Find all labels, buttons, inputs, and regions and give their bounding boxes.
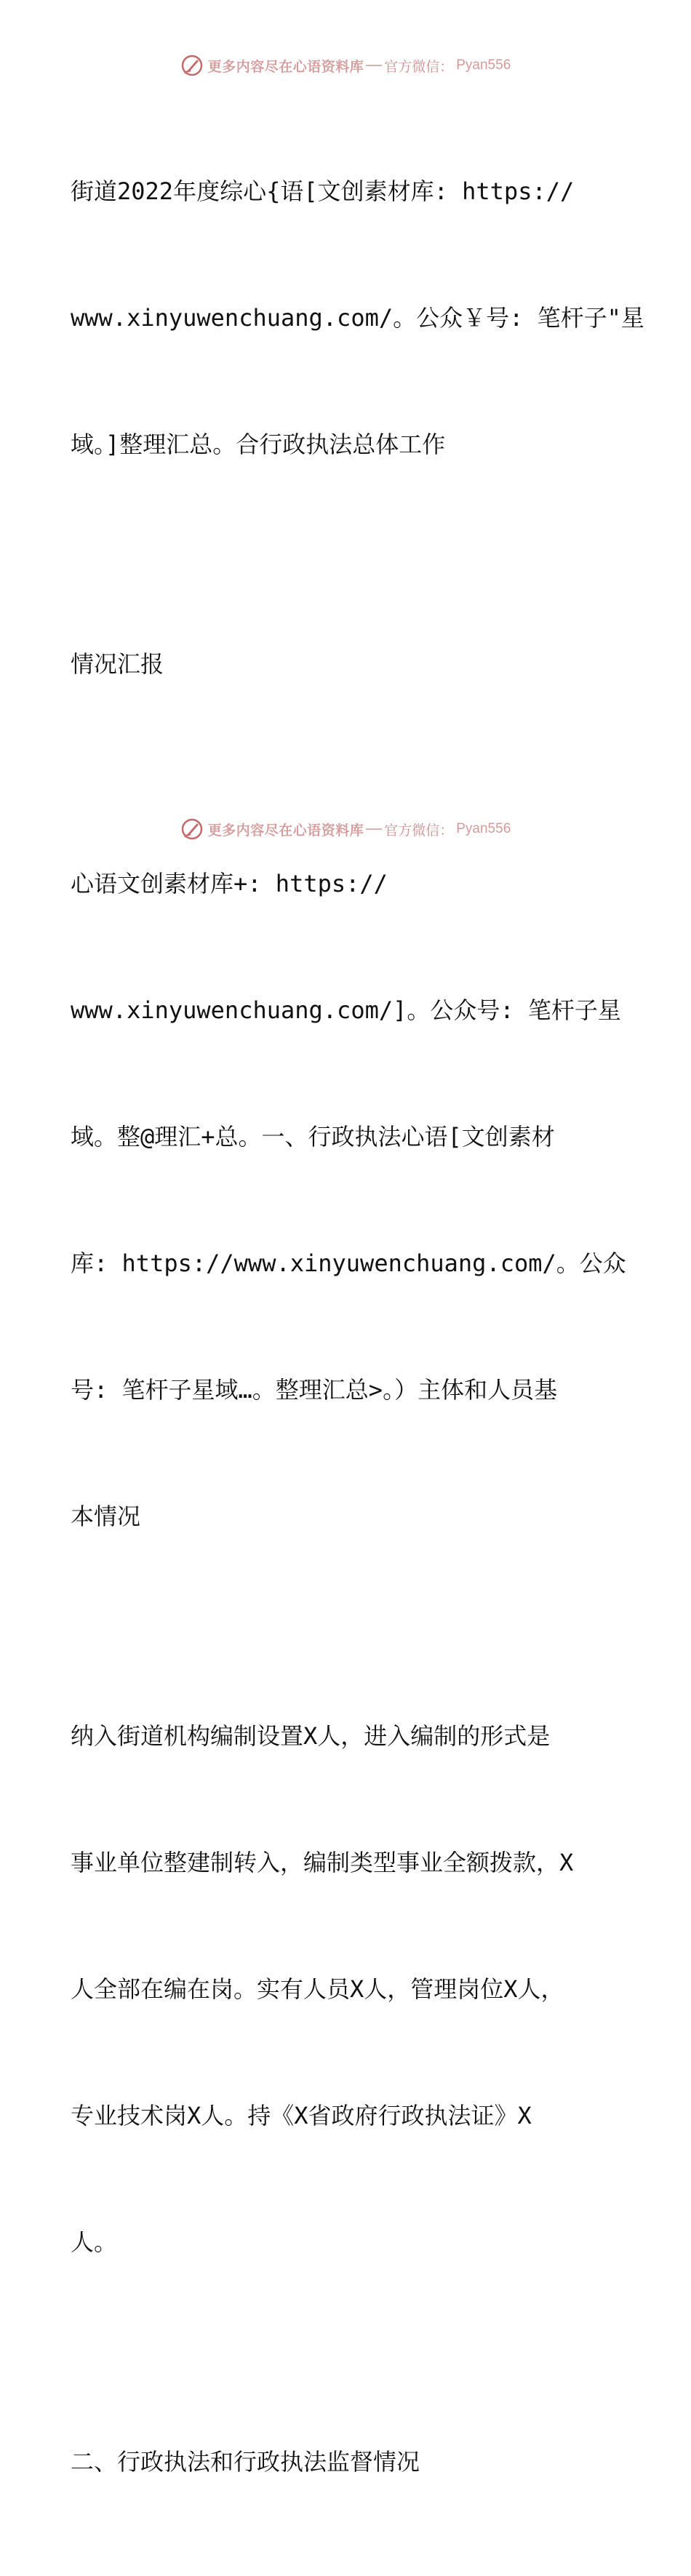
watermark-banner-top — [0, 51, 691, 80]
paragraph-staffing — [71, 1631, 623, 2348]
watermark-text: 更多内容尽在心语资料库 — [207, 822, 364, 839]
quill-pen-circle-icon — [180, 817, 204, 841]
quill-pen-circle-icon — [180, 54, 204, 77]
watermark-label: 官方微信： — [384, 58, 454, 75]
watermark-id: Pyan556 — [456, 57, 511, 73]
paragraph-subtitle — [71, 559, 623, 769]
text-line: 本情况 — [71, 1503, 141, 1530]
text-line: 专业技术岗X人。持《X省政府行政执法证》X — [71, 2102, 532, 2129]
text-line: 域。]整理汇总。合行政执法总体工作 — [71, 431, 446, 458]
text-line: 号: 笔杆子星域…。整理汇总>。）主体和人员基 — [71, 1376, 558, 1404]
paragraph-section-2-heading — [71, 2356, 623, 2567]
watermark-label: 官方微信： — [384, 822, 454, 839]
watermark-banner-bottom — [0, 815, 691, 844]
text-line: 纳入街道机构编制设置X人，进入编制的形式是 — [71, 1722, 551, 1750]
text-line: 二、行政执法和行政执法监督情况 — [71, 2448, 420, 2476]
paragraph-section-1 — [71, 778, 626, 1622]
text-line: 域。整@理汇+总。一、行政执法心语[文创素材 — [71, 1123, 555, 1151]
document-body — [71, 86, 644, 2576]
watermark-text: 更多内容尽在心语资料库 — [207, 58, 364, 75]
text-line: 事业单位整建制转入，编制类型事业全额拨款，X — [71, 1849, 574, 1876]
text-line: 情况汇报 — [71, 650, 164, 678]
text-line: 人全部在编在岗。实有人员X人，管理岗位X人， — [71, 1975, 564, 2003]
text-line: www.xinyuwenchuang.com/。公众￥号: 笔杆子"星 — [71, 304, 644, 332]
watermark-divider — [366, 828, 382, 830]
watermark-divider — [366, 65, 382, 66]
watermark-id: Pyan556 — [456, 821, 511, 836]
text-line: 心语文创素材库+: https:// — [71, 870, 388, 897]
paragraph-title — [71, 86, 644, 550]
text-line: www.xinyuwenchuang.com/]。公众号: 笔杆子星 — [71, 996, 621, 1024]
text-line: 人。 — [71, 2228, 118, 2256]
text-line: 街道2022年度综心{语[文创素材库: https:// — [71, 177, 575, 205]
text-line: 库: https://www.xinyuwenchuang.com/。公众 — [71, 1249, 626, 1277]
